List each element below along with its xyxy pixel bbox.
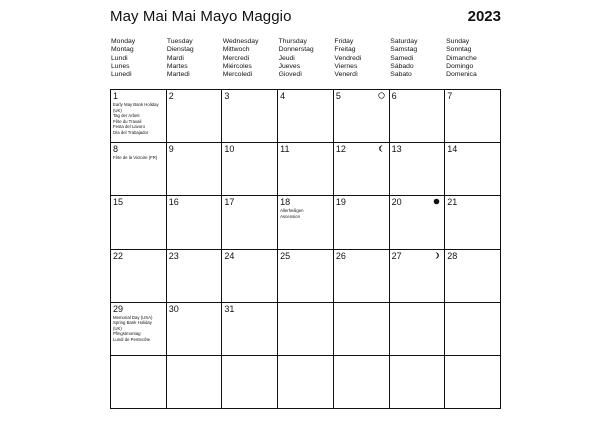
- calendar-year: 2023: [467, 8, 501, 25]
- day-cell[interactable]: [278, 196, 334, 249]
- holiday-label: Memorial Day (USA): [113, 314, 153, 320]
- holiday-label: Lundi de Pentecôte: [113, 337, 151, 343]
- day-cell[interactable]: [445, 196, 501, 249]
- day-number: 17: [224, 197, 235, 208]
- day-number: 26: [335, 250, 346, 261]
- day-cell[interactable]: [445, 143, 501, 196]
- day-number: 25: [280, 250, 291, 261]
- day-number: 6: [391, 91, 397, 101]
- day-cell[interactable]: [390, 143, 446, 196]
- holiday-label: Allerheiligen: [280, 208, 304, 214]
- weekday-name: Tuesday: [166, 38, 193, 45]
- weekday-name: Dienstag: [166, 46, 194, 54]
- weekday-header: [389, 38, 445, 79]
- weekday-name: Thursday: [278, 38, 307, 45]
- holiday-list: [113, 102, 165, 136]
- day-number: 31: [224, 303, 235, 314]
- holiday-list: [280, 208, 332, 219]
- day-cell[interactable]: [278, 303, 334, 356]
- weekday-headers: [110, 38, 501, 79]
- weekday-name: Mercoledì: [222, 71, 253, 79]
- weekday-name: Sonntag: [446, 46, 472, 54]
- moon-phase-last-quarter-icon: [378, 145, 385, 152]
- day-cell[interactable]: [222, 250, 278, 303]
- day-cell[interactable]: [111, 143, 167, 196]
- weekday-name: Martes: [166, 62, 188, 70]
- day-number: 27: [391, 250, 402, 261]
- day-number: 7: [447, 91, 453, 101]
- day-cell[interactable]: [222, 303, 278, 356]
- moon-phase-new-icon: [433, 198, 440, 205]
- day-cell[interactable]: [390, 250, 446, 303]
- weekday-name: Mardi: [166, 54, 184, 62]
- day-number: 14: [447, 144, 458, 155]
- weekday-header: [278, 38, 334, 79]
- day-cell[interactable]: [111, 356, 167, 409]
- holiday-label: Tag der Arbeit: [113, 113, 140, 119]
- holiday-label: Early May Bank Holiday: [113, 102, 159, 107]
- day-cell[interactable]: [390, 356, 446, 409]
- day-cell[interactable]: [445, 356, 501, 409]
- weekday-header: [166, 38, 222, 79]
- day-cell[interactable]: [390, 196, 446, 249]
- day-cell[interactable]: [222, 90, 278, 143]
- weekday-name: Lundi: [111, 54, 128, 62]
- day-cell[interactable]: [390, 303, 446, 356]
- day-number: 2: [168, 91, 174, 101]
- day-cell[interactable]: [334, 356, 390, 409]
- weekday-name: Mercredi: [222, 54, 250, 62]
- weekday-name: Miércoles: [222, 62, 252, 70]
- day-cell[interactable]: [111, 303, 167, 356]
- holiday-list: [113, 155, 165, 161]
- day-cell[interactable]: [167, 143, 223, 196]
- day-cell[interactable]: [222, 356, 278, 409]
- holiday-label: Día del Trabajador: [113, 129, 149, 135]
- day-cell[interactable]: [167, 250, 223, 303]
- day-cell[interactable]: [167, 196, 223, 249]
- day-number: 24: [224, 250, 235, 261]
- moon-phase-first-quarter-icon: [433, 252, 440, 259]
- weekday-name: Martedì: [166, 71, 190, 79]
- day-cell[interactable]: [167, 90, 223, 143]
- day-number: 20: [391, 197, 402, 208]
- holiday-label: (UK): [113, 107, 122, 113]
- day-cell[interactable]: [167, 303, 223, 356]
- weekday-name: Domenica: [446, 71, 477, 79]
- day-number: 30: [168, 303, 179, 314]
- calendar-title: May Mai Mai Mayo Maggio: [110, 8, 292, 25]
- day-number: 4: [280, 91, 286, 101]
- day-number: 16: [168, 197, 179, 208]
- day-cell[interactable]: [167, 356, 223, 409]
- weekday-name: Viernes: [334, 62, 358, 70]
- weekday-name: Mittwoch: [222, 46, 250, 54]
- day-number: 11: [280, 144, 290, 155]
- day-number: 13: [391, 144, 402, 155]
- day-number: 5: [335, 91, 341, 101]
- holiday-label: Fête du Travail: [113, 118, 142, 124]
- weekday-name: Sunday: [446, 38, 470, 45]
- weekday-name: Monday: [111, 38, 136, 45]
- day-number: 12: [335, 144, 346, 155]
- day-number: 9: [168, 144, 174, 155]
- day-number: 10: [224, 144, 235, 155]
- day-number: 23: [168, 250, 179, 261]
- day-number: 8: [113, 144, 119, 155]
- weekday-name: Montag: [111, 46, 134, 54]
- day-number: 3: [224, 91, 230, 101]
- holiday-label: Pfingstmontag: [113, 331, 141, 337]
- weekday-name: Wednesday: [222, 38, 259, 45]
- weekday-name: Jueves: [278, 62, 301, 70]
- day-number: 15: [113, 197, 124, 208]
- day-cell[interactable]: [222, 143, 278, 196]
- weekday-name: Lunedì: [111, 71, 132, 79]
- day-cell[interactable]: [334, 90, 390, 143]
- holiday-label: Spring Bank Holiday: [113, 320, 152, 326]
- day-cell[interactable]: [278, 250, 334, 303]
- weekday-header: [110, 38, 166, 79]
- weekday-name: Saturday: [390, 38, 418, 45]
- day-cell[interactable]: [111, 196, 167, 249]
- weekday-name: Venerdì: [334, 71, 358, 79]
- day-number: 1: [113, 91, 119, 101]
- day-cell[interactable]: [334, 196, 390, 249]
- weekday-name: Giovedì: [278, 71, 302, 79]
- day-cell[interactable]: [278, 356, 334, 409]
- day-cell[interactable]: [334, 303, 390, 356]
- weekday-name: Jeudi: [278, 54, 295, 62]
- day-cell[interactable]: [445, 90, 501, 143]
- day-cell[interactable]: [278, 90, 334, 143]
- holiday-label: Ascension: [280, 213, 300, 219]
- holiday-list: [113, 315, 165, 343]
- holiday-label: Fête de la Victoire (FR): [113, 155, 158, 161]
- weekday-name: Samstag: [390, 46, 418, 54]
- weekday-header: [333, 38, 389, 79]
- weekday-name: Freitag: [334, 46, 356, 54]
- day-number: 29: [113, 303, 124, 314]
- weekday-name: Friday: [334, 38, 354, 45]
- weekday-name: Lunes: [111, 62, 130, 70]
- weekday-name: Domingo: [446, 62, 474, 70]
- weekday-name: Vendredi: [334, 54, 362, 62]
- day-number: 21: [447, 197, 458, 208]
- moon-phase-full-icon: [378, 92, 385, 99]
- day-number: 19: [335, 197, 346, 208]
- weekday-name: Samedi: [390, 54, 414, 62]
- weekday-header: [222, 38, 278, 79]
- day-cell[interactable]: [111, 250, 167, 303]
- holiday-label: Festa del Lavoro: [113, 124, 146, 130]
- day-number: 18: [280, 197, 291, 208]
- day-cell[interactable]: [222, 196, 278, 249]
- weekday-name: Sabato: [390, 71, 412, 79]
- weekday-name: Donnerstag: [278, 46, 314, 54]
- day-cell[interactable]: [111, 90, 167, 143]
- day-cell[interactable]: [278, 143, 334, 196]
- day-cell[interactable]: [334, 250, 390, 303]
- day-cell[interactable]: [390, 90, 446, 143]
- weekday-name: Sábado: [390, 62, 414, 70]
- calendar-grid: [110, 89, 501, 409]
- day-cell[interactable]: [445, 303, 501, 356]
- day-cell[interactable]: [334, 143, 390, 196]
- day-cell[interactable]: [445, 250, 501, 303]
- day-number: 28: [447, 250, 458, 261]
- weekday-name: Dimanche: [446, 54, 477, 62]
- day-number: 22: [113, 250, 124, 261]
- holiday-label: (UK): [113, 325, 122, 331]
- weekday-header: [445, 38, 501, 79]
